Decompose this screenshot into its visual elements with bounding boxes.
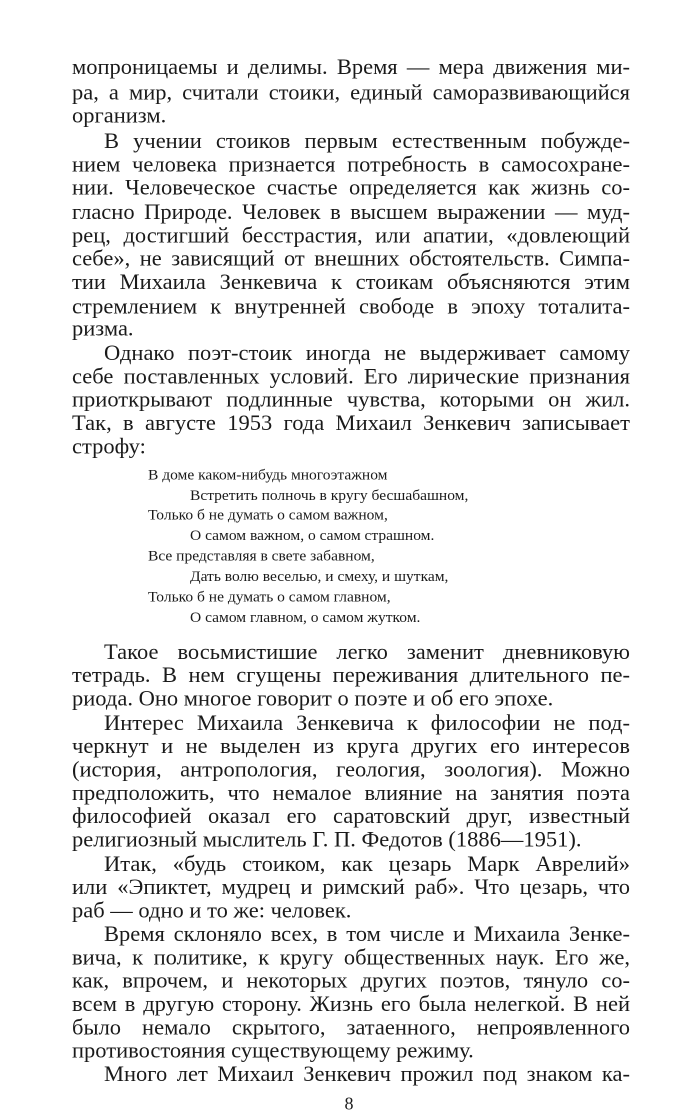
text-line: Такое восьмистишие легко заменит дневниковую [104, 639, 630, 664]
text-line: вича, к политике, к кругу общественных наук. Его же, [72, 944, 630, 970]
text-line: приоткрывают подлинные чувства, которыми он жил. [72, 387, 630, 412]
text-line: строфу: [72, 433, 146, 459]
text-line: нии. Человеческое счастье определяется как жизнь со- [72, 175, 630, 200]
text-line: ризма. [72, 316, 134, 341]
poem-line: Только б не думать о самом важном, [148, 506, 388, 524]
text-line: мопроницаемы и делимы. Время — мера движения ми- [72, 54, 630, 79]
text-line: тии Михаила Зенкевича к стоикам объясняются этим [72, 269, 630, 294]
text-line: религиозный мыслитель Г. П. Федотов (1886—1951). [72, 827, 582, 852]
text-line: себе», не зависящий от внешних обстоятельств. Симпа- [72, 246, 630, 271]
text-line: Итак, «будь стоиком, как цезарь Марк Аврелий» [104, 851, 630, 876]
text-line: ра, а мир, считали стоики, единый саморазвивающийся [72, 79, 630, 105]
poem-line: Дать волю веселью, и смеху, и шуткам, [190, 568, 449, 585]
text-line: всем в другую сторону. Жизнь его была нелегкой. В ней [72, 991, 630, 1016]
text-line: философией оказал его саратовский друг, известный [72, 803, 630, 829]
poem-line: В доме каком-нибудь многоэтажном [148, 467, 388, 484]
text-line: гласно Природе. Человек в высшем выражении — муд- [72, 199, 630, 224]
text-line: предположить, что немалое влияние на занятия поэта [72, 780, 630, 805]
text-line: стремлением к внутренней свободе в эпоху тоталита- [72, 293, 630, 319]
page-number: 8 [344, 1093, 354, 1114]
text-line: Однако поэт-стоик иногда не выдерживает самому [104, 340, 630, 365]
text-line: себе поставленных условий. Его лирические признания [72, 363, 630, 389]
text-line: В учении стоиков первым естественным побужде- [104, 128, 630, 153]
poem-line: Встретить полночь в кругу бесшабашном, [190, 487, 469, 505]
text-line: нием человека признается потребность в самосохране- [72, 151, 630, 177]
text-line: как, впрочем, и некоторых других поэтов, тянуло со- [72, 968, 630, 993]
text-line: (история, антропология, геология, зоология). Можно [72, 757, 630, 782]
poem-line: О самом важном, о самом страшном. [190, 527, 435, 544]
text-line: Много лет Михаил Зенкевич прожил под знаком ка- [104, 1061, 630, 1086]
text-line: Время склоняло всех, в том числе и Михаила Зенке- [104, 921, 630, 946]
poem-line: Только б не думать о самом главном, [148, 588, 391, 606]
text-line: риода. Оно многое говорит о поэте и об его эпохе. [72, 685, 554, 711]
text-line: черкнут и не выделен из круга других его интересов [72, 733, 630, 759]
text-line: Так, в августе 1953 года Михаил Зенкевич записывает [72, 410, 630, 435]
text-line: Интерес Михаила Зенкевича к философии не под- [104, 710, 630, 735]
text-line: было немало скрытого, затаенного, непроявленного [72, 1014, 630, 1040]
text-line: или «Эпиктет, мудрец и римский раб». Что цезарь, что [72, 874, 630, 900]
text-line: тетрадь. В нем сгущены переживания длительного пе- [72, 662, 630, 687]
text-line: раб — одно и то же: человек. [72, 898, 352, 923]
text-line: рец, достигший бесстрастия, или апатии, «довлеющий [72, 222, 630, 248]
text-line: организм. [72, 103, 167, 128]
poem-line: О самом главном, о самом жутком. [190, 609, 421, 626]
poem-line: Все представляя в свете забавном, [148, 547, 375, 565]
text-line: противостояния существующему режиму. [72, 1038, 474, 1063]
